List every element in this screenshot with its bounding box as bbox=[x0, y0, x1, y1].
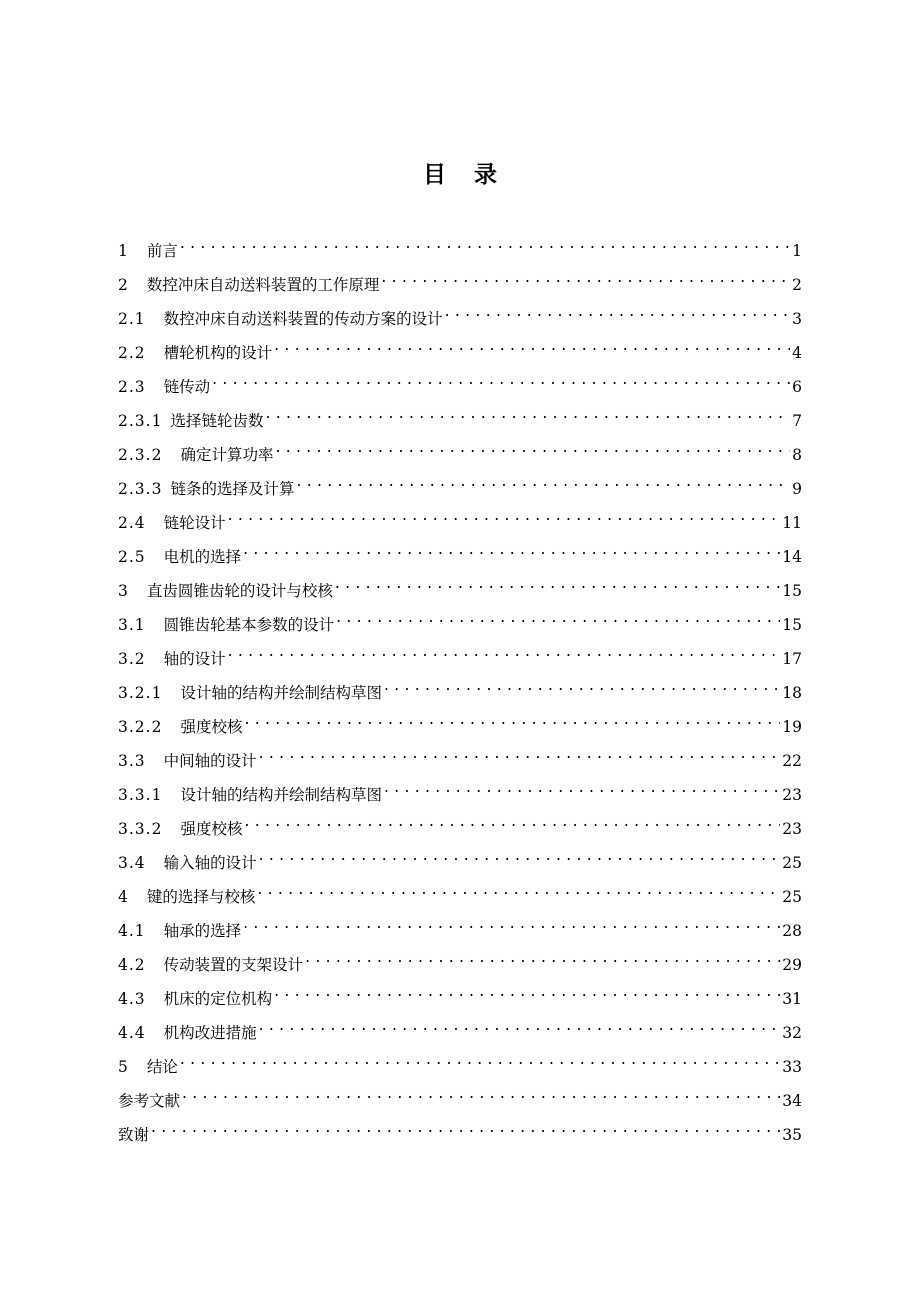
dot-leader bbox=[257, 876, 780, 902]
toc-entry[interactable] bbox=[118, 842, 802, 876]
dot-leader bbox=[336, 604, 780, 630]
section-title: 强度校核 bbox=[180, 820, 243, 838]
section-title: 机床的定位机构 bbox=[163, 990, 273, 1008]
page-number: 11 bbox=[782, 514, 802, 532]
section-number: 3.1 bbox=[118, 616, 146, 634]
page-number: 9 bbox=[792, 480, 802, 498]
toc-entry[interactable] bbox=[118, 1080, 802, 1114]
toc-entry[interactable] bbox=[118, 672, 802, 706]
toc-entry[interactable] bbox=[118, 570, 802, 604]
section-title: 轴承的选择 bbox=[163, 922, 242, 940]
page-number: 15 bbox=[782, 582, 802, 600]
toc-entry[interactable] bbox=[118, 332, 802, 366]
section-title: 传动装置的支架设计 bbox=[163, 956, 304, 974]
dot-leader bbox=[243, 910, 780, 936]
section-number: 2.4 bbox=[118, 514, 146, 532]
dot-leader bbox=[381, 264, 790, 290]
section-number: 3.2 bbox=[118, 650, 146, 668]
section-title: 数控冲床自动送料装置的传动方案的设计 bbox=[163, 310, 443, 328]
section-number: 3.3.2 bbox=[118, 820, 163, 838]
toc-entry[interactable] bbox=[118, 944, 802, 978]
toc-entry[interactable] bbox=[118, 1114, 802, 1148]
toc-entry[interactable] bbox=[118, 434, 802, 468]
section-title: 槽轮机构的设计 bbox=[163, 344, 273, 362]
page-number: 25 bbox=[782, 888, 802, 906]
section-number: 2.2 bbox=[118, 344, 146, 362]
page-number: 32 bbox=[782, 1024, 802, 1042]
section-title: 链传动 bbox=[163, 378, 211, 396]
section-title: 参考文献 bbox=[118, 1092, 181, 1110]
page-number: 14 bbox=[782, 548, 802, 566]
section-title: 输入轴的设计 bbox=[163, 854, 257, 872]
dot-leader bbox=[305, 944, 780, 970]
page-number: 29 bbox=[782, 956, 802, 974]
page-number: 33 bbox=[782, 1058, 802, 1076]
dot-leader bbox=[335, 570, 780, 596]
section-title: 链轮设计 bbox=[163, 514, 226, 532]
section-title: 直齿圆锥齿轮的设计与校核 bbox=[146, 582, 333, 600]
table-of-contents bbox=[118, 230, 802, 1148]
toc-entry[interactable] bbox=[118, 1012, 802, 1046]
dot-leader bbox=[182, 1080, 780, 1106]
toc-title: 目 录 bbox=[422, 162, 507, 188]
toc-entry[interactable] bbox=[118, 1046, 802, 1080]
section-title: 设计轴的结构并绘制结构草图 bbox=[180, 684, 382, 702]
toc-entry[interactable] bbox=[118, 706, 802, 740]
toc-entry[interactable] bbox=[118, 978, 802, 1012]
dot-leader bbox=[243, 536, 780, 562]
page-number: 23 bbox=[782, 820, 802, 838]
section-number: 4.1 bbox=[118, 922, 146, 940]
section-number: 4.2 bbox=[118, 956, 146, 974]
page-number: 18 bbox=[782, 684, 802, 702]
dot-leader bbox=[384, 672, 780, 698]
section-number: 3.2.2 bbox=[118, 718, 163, 736]
dot-leader bbox=[212, 366, 790, 392]
dot-leader bbox=[296, 468, 790, 494]
section-title: 设计轴的结构并绘制结构草图 bbox=[180, 786, 382, 804]
toc-entry[interactable] bbox=[118, 774, 802, 808]
page-number: 23 bbox=[782, 786, 802, 804]
dot-leader bbox=[259, 1012, 781, 1038]
section-number: 3.3.1 bbox=[118, 786, 163, 804]
page-number: 31 bbox=[782, 990, 802, 1008]
toc-entry[interactable] bbox=[118, 910, 802, 944]
section-title: 圆锥齿轮基本参数的设计 bbox=[163, 616, 335, 634]
section-title: 轴的设计 bbox=[163, 650, 226, 668]
section-title: 电机的选择 bbox=[163, 548, 242, 566]
page-number: 8 bbox=[792, 446, 802, 464]
page-number: 4 bbox=[792, 344, 802, 362]
page-number: 3 bbox=[792, 310, 802, 328]
section-number: 4.3 bbox=[118, 990, 146, 1008]
page-number: 1 bbox=[792, 242, 802, 260]
section-number: 3.3 bbox=[118, 752, 146, 770]
section-number: 3.4 bbox=[118, 854, 146, 872]
section-number: 4.4 bbox=[118, 1024, 146, 1042]
dot-leader bbox=[275, 434, 790, 460]
page-number: 34 bbox=[782, 1092, 802, 1110]
toc-entry[interactable] bbox=[118, 230, 802, 264]
page-number: 7 bbox=[792, 412, 802, 430]
toc-entry[interactable] bbox=[118, 876, 802, 910]
section-number: 2.3.1 bbox=[118, 412, 163, 430]
section-number: 2 bbox=[118, 276, 129, 294]
dot-leader bbox=[244, 706, 780, 732]
section-title: 机构改进措施 bbox=[163, 1024, 257, 1042]
section-number: 2.5 bbox=[118, 548, 146, 566]
toc-entry[interactable] bbox=[118, 740, 802, 774]
toc-entry[interactable] bbox=[118, 400, 802, 434]
toc-entry[interactable] bbox=[118, 604, 802, 638]
page-number: 6 bbox=[792, 378, 802, 396]
section-title: 链条的选择及计算 bbox=[170, 480, 295, 498]
page-number: 2 bbox=[792, 276, 802, 294]
toc-entry[interactable] bbox=[118, 638, 802, 672]
page-number: 22 bbox=[782, 752, 802, 770]
section-title: 数控冲床自动送料装置的工作原理 bbox=[146, 276, 380, 294]
toc-entry[interactable] bbox=[118, 468, 802, 502]
page-number: 15 bbox=[782, 616, 802, 634]
dot-leader bbox=[180, 230, 790, 256]
section-title: 确定计算功率 bbox=[180, 446, 274, 464]
toc-entry[interactable] bbox=[118, 536, 802, 570]
section-title: 前言 bbox=[146, 242, 178, 260]
dot-leader bbox=[228, 502, 781, 528]
page-number: 19 bbox=[782, 718, 802, 736]
section-title: 结论 bbox=[146, 1058, 178, 1076]
section-number: 5 bbox=[118, 1058, 129, 1076]
dot-leader bbox=[265, 400, 790, 426]
dot-leader bbox=[274, 978, 780, 1004]
toc-entry[interactable] bbox=[118, 366, 802, 400]
section-title: 致谢 bbox=[118, 1126, 150, 1144]
dot-leader bbox=[228, 638, 781, 664]
toc-entry[interactable] bbox=[118, 502, 802, 536]
dot-leader bbox=[259, 740, 781, 766]
page-number: 17 bbox=[782, 650, 802, 668]
section-number: 3 bbox=[118, 582, 129, 600]
toc-entry[interactable] bbox=[118, 808, 802, 842]
page-number: 28 bbox=[782, 922, 802, 940]
dot-leader bbox=[274, 332, 790, 358]
section-title: 强度校核 bbox=[180, 718, 243, 736]
section-title: 选择链轮齿数 bbox=[170, 412, 264, 430]
section-number: 2.1 bbox=[118, 310, 146, 328]
section-number: 2.3.3 bbox=[118, 480, 163, 498]
section-number: 2.3.2 bbox=[118, 446, 163, 464]
page-number: 25 bbox=[782, 854, 802, 872]
dot-leader bbox=[384, 774, 780, 800]
dot-leader bbox=[180, 1046, 780, 1072]
toc-entry[interactable] bbox=[118, 264, 802, 298]
page-number: 35 bbox=[782, 1126, 802, 1144]
dot-leader bbox=[259, 842, 781, 868]
dot-leader bbox=[151, 1114, 780, 1140]
section-number: 2.3 bbox=[118, 378, 146, 396]
section-number: 4 bbox=[118, 888, 129, 906]
section-title: 中间轴的设计 bbox=[163, 752, 257, 770]
dot-leader bbox=[244, 808, 780, 834]
section-number: 1 bbox=[118, 242, 129, 260]
dot-leader bbox=[445, 298, 790, 324]
section-title: 键的选择与校核 bbox=[146, 888, 256, 906]
toc-entry[interactable] bbox=[118, 298, 802, 332]
section-number: 3.2.1 bbox=[118, 684, 163, 702]
